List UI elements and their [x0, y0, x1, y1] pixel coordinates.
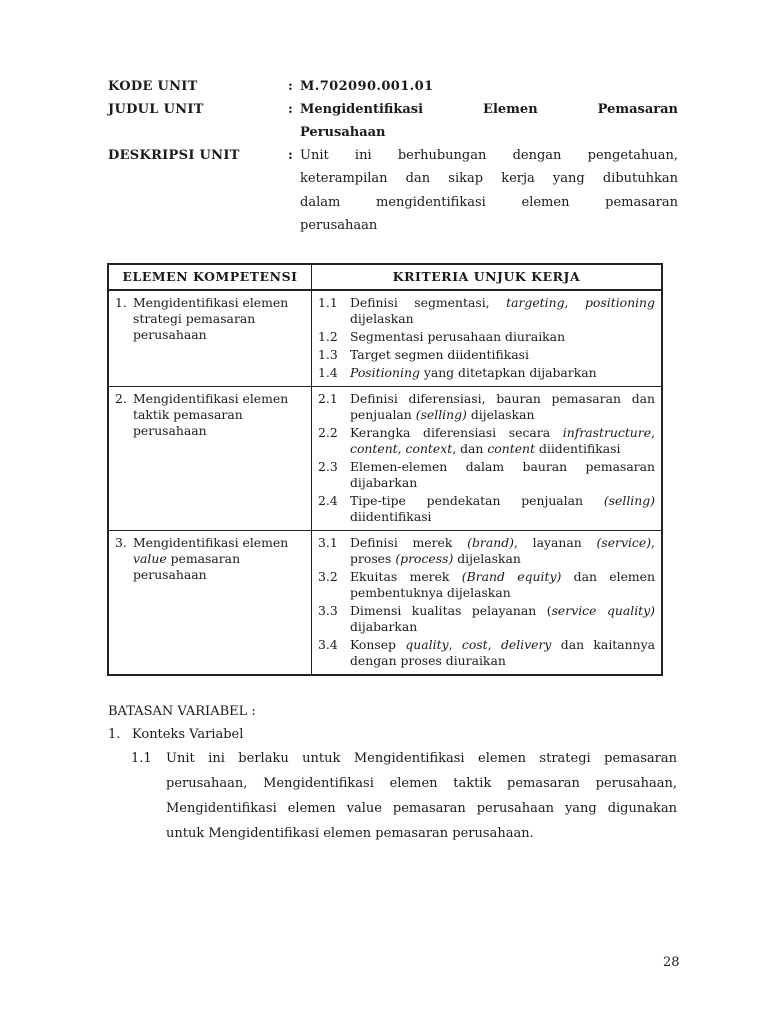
criteria-item	[318, 637, 655, 669]
element-text: Mengidentifikasi elemen strategi pemasaran perusahaan	[133, 295, 289, 342]
criteria-number: 1.2	[318, 329, 338, 344]
criteria-item	[318, 347, 655, 363]
criteria-text: Segmentasi perusahaan diuraikan	[350, 329, 566, 344]
criteria-text: Dimensi kualitas pelayanan (service quality) dijabarkan	[350, 603, 655, 634]
criteria-number: 1.3	[318, 347, 338, 362]
criteria-number: 2.3	[318, 459, 338, 474]
criteria-text: Kerangka diferensiasi secara infrastructure, content, context, dan content diidentifikasi	[350, 425, 655, 456]
criteria-item	[318, 535, 655, 567]
table-row	[108, 531, 662, 676]
judul-unit-line-2: Perusahaan	[300, 125, 386, 140]
colon: :	[288, 148, 293, 163]
deskripsi-line-3: dalam mengidentifikasi elemen pemasaran	[300, 195, 678, 210]
criteria-text: Elemen-elemen dalam bauran pemasaran dijabarkan	[350, 459, 655, 490]
criteria-text: Ekuitas merek (Brand equity) dan elemen pembentuknya dijelaskan	[350, 569, 655, 600]
judul-unit-label: JUDUL UNIT	[108, 102, 204, 117]
criteria-item	[318, 391, 655, 423]
criteria-number: 3.3	[318, 603, 338, 618]
element-number: 3.	[115, 535, 127, 550]
criteria-item	[318, 425, 655, 457]
criteria-number: 1.1	[318, 295, 338, 310]
deskripsi-unit-label: DESKRIPSI UNIT	[108, 148, 240, 163]
batasan-title: BATASAN VARIABEL :	[108, 704, 256, 719]
col-header-kriteria: KRITERIA UNJUK KERJA	[312, 264, 663, 290]
criteria-number: 2.4	[318, 493, 338, 508]
element-number: 2.	[115, 391, 127, 406]
deskripsi-line-1: Unit ini berhubungan dengan pengetahuan,	[300, 148, 678, 163]
table-row	[108, 387, 662, 531]
criteria-text: Positioning yang ditetapkan dijabarkan	[350, 365, 597, 380]
criteria-number: 2.1	[318, 391, 338, 406]
criteria-cell	[312, 387, 663, 531]
criteria-item	[318, 569, 655, 601]
judul-unit-line-1: Mengidentifikasi Elemen Pemasaran	[300, 102, 678, 117]
batasan-sub-text: Unit ini berlaku untuk Mengidentifikasi elemen strategi pemasaran perusahaan, Mengidentifikasi elemen taktik pemasaran perusahaan, Mengidentifikasi elemen value pemasaran perusahaan yang digunakan untuk Mengidentifikasi elemen pemasaran perusahaan.	[166, 751, 677, 841]
criteria-cell	[312, 531, 663, 676]
batasan-sub-number: 1.1	[131, 751, 152, 766]
element-text: Mengidentifikasi elemen taktik pemasaran perusahaan	[133, 391, 289, 438]
criteria-text: Konsep quality, cost, delivery dan kaitannya dengan proses diuraikan	[350, 637, 655, 668]
deskripsi-line-2: keterampilan dan sikap kerja yang dibutuhkan	[300, 171, 678, 186]
batasan-item-number: 1.	[108, 727, 121, 742]
criteria-item	[318, 603, 655, 635]
col-header-elemen: ELEMEN KOMPETENSI	[108, 264, 312, 290]
element-cell	[108, 531, 312, 676]
criteria-item	[318, 329, 655, 345]
table-row	[108, 290, 662, 387]
element-text: Mengidentifikasi elemen value pemasaran perusahaan	[133, 535, 289, 582]
criteria-text: Definisi merek (brand), layanan (service), proses (process) dijelaskan	[350, 535, 655, 566]
kode-unit-value: M.702090.001.01	[300, 79, 434, 94]
criteria-cell	[312, 290, 663, 387]
criteria-item	[318, 295, 655, 327]
table-header-row	[108, 264, 662, 290]
kode-unit-label: KODE UNIT	[108, 79, 198, 94]
deskripsi-line-4: perusahaan	[300, 218, 378, 233]
criteria-number: 3.1	[318, 535, 338, 550]
competency-table	[107, 263, 663, 676]
criteria-text: Definisi diferensiasi, bauran pemasaran dan penjualan (selling) dijelaskan	[350, 391, 655, 422]
criteria-number: 2.2	[318, 425, 338, 440]
criteria-text: Tipe-tipe pendekatan penjualan (selling) diidentifikasi	[350, 493, 655, 524]
criteria-item	[318, 365, 655, 381]
criteria-number: 1.4	[318, 365, 338, 380]
colon: :	[288, 79, 293, 94]
criteria-text: Target segmen diidentifikasi	[350, 347, 529, 362]
element-cell	[108, 387, 312, 531]
colon: :	[288, 102, 293, 117]
criteria-number: 3.2	[318, 569, 338, 584]
criteria-number: 3.4	[318, 637, 338, 652]
batasan-item-label: Konteks Variabel	[132, 727, 244, 742]
criteria-item	[318, 459, 655, 491]
element-cell	[108, 290, 312, 387]
element-number: 1.	[115, 295, 127, 310]
page-number: 28	[663, 955, 680, 970]
criteria-item	[318, 493, 655, 525]
criteria-text: Definisi segmentasi, targeting, positioning dijelaskan	[350, 295, 655, 326]
